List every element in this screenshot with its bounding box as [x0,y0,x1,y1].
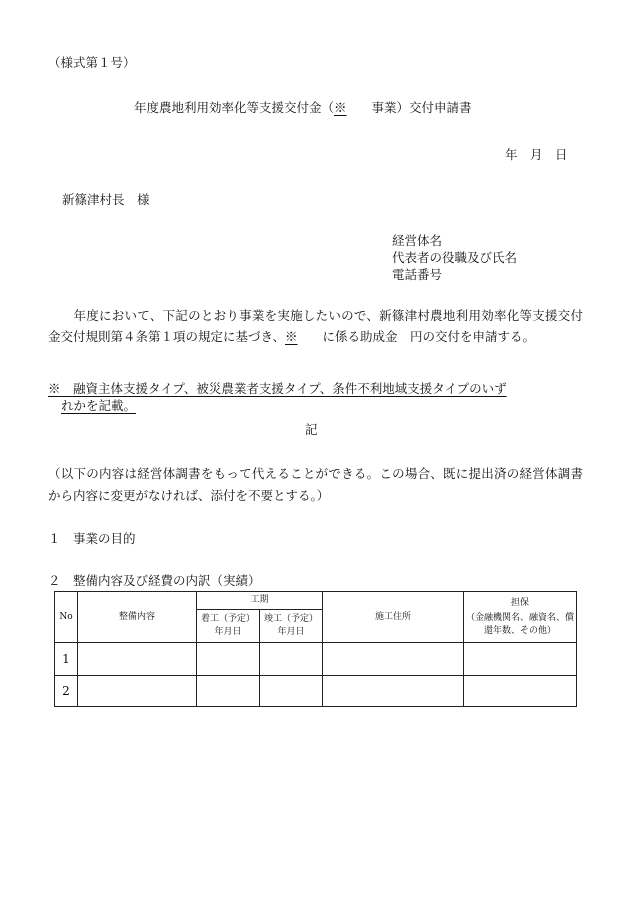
end-sub-label: 年月日 [277,627,305,637]
cell-collateral[interactable] [464,643,577,676]
explanation: （以下の内容は経営体調書をもって代えることができる。この場合、既に提出済の経営体調書から内容に変更がなければ、添付を不要とする。） [48,466,583,503]
applicant-phone-label: 電話番号 [392,267,443,282]
header-start [197,610,260,643]
cell-content[interactable] [78,643,197,676]
section-2-heading: ２ 整備内容及び経費の内訳（実績） [48,573,261,588]
header-collateral [464,592,577,643]
body-part2: に係る助成金 円の交付を申請する。 [297,329,536,344]
cell-content[interactable] [78,676,197,707]
ki-heading: 記 [305,422,318,437]
header-end [260,610,323,643]
applicant-name-label: 経営体名 [392,233,443,248]
table-header-row-1 [55,592,577,610]
cell-location[interactable] [323,676,464,707]
note-line2: れかを記載。 [61,398,137,413]
cell-end[interactable] [260,643,323,676]
cost-breakdown-table [54,591,577,707]
note-line1 [48,381,507,397]
start-label: 着工（予定） [200,614,255,624]
header-period: 工期 [197,592,323,610]
cell-end[interactable] [260,676,323,707]
table-row [55,676,577,707]
header-content: 整備内容 [78,592,197,643]
application-body [48,305,583,347]
end-label: 竣工（予定） [264,614,319,624]
section-1-heading: １ 事業の目的 [48,531,136,546]
cell-start[interactable] [197,676,260,707]
collateral-title: 担保 [511,597,530,608]
body-part1: 年度において、下記のとおり事業を実施したいので、新篠津村農地利用効率化等支援交付金交付規則第４条第１項の規定に基づき、 [48,308,583,344]
header-no: No [55,592,78,643]
note-text1: 融資主体支援タイプ、被災農業者支援タイプ、条件不利地域支援タイプのいず [60,381,507,396]
header-location: 施工住所 [323,592,464,643]
row-number: 2 [55,676,78,707]
addressee: 新篠津村長 様 [62,192,150,207]
document-title [134,100,472,116]
title-mark: ※ [334,100,347,115]
start-sub-label: 年月日 [214,627,242,637]
title-after: 事業）交付申請書 [346,100,472,115]
cell-start[interactable] [197,643,260,676]
collateral-subtitle: （金融機関名、融資名、償還年数、その他） [466,612,575,636]
row-number: 1 [55,643,78,676]
body-mark: ※ [285,329,298,344]
applicant-representative-label: 代表者の役職及び氏名 [392,250,518,265]
title-before: 年度農地利用効率化等支援交付金（ [134,100,335,115]
note-mark: ※ [48,381,61,396]
table-row [55,643,577,676]
cell-collateral[interactable] [464,676,577,707]
date-line: 年 月 日 [505,147,568,162]
cell-location[interactable] [323,643,464,676]
form-number: （様式第１号） [48,55,136,70]
